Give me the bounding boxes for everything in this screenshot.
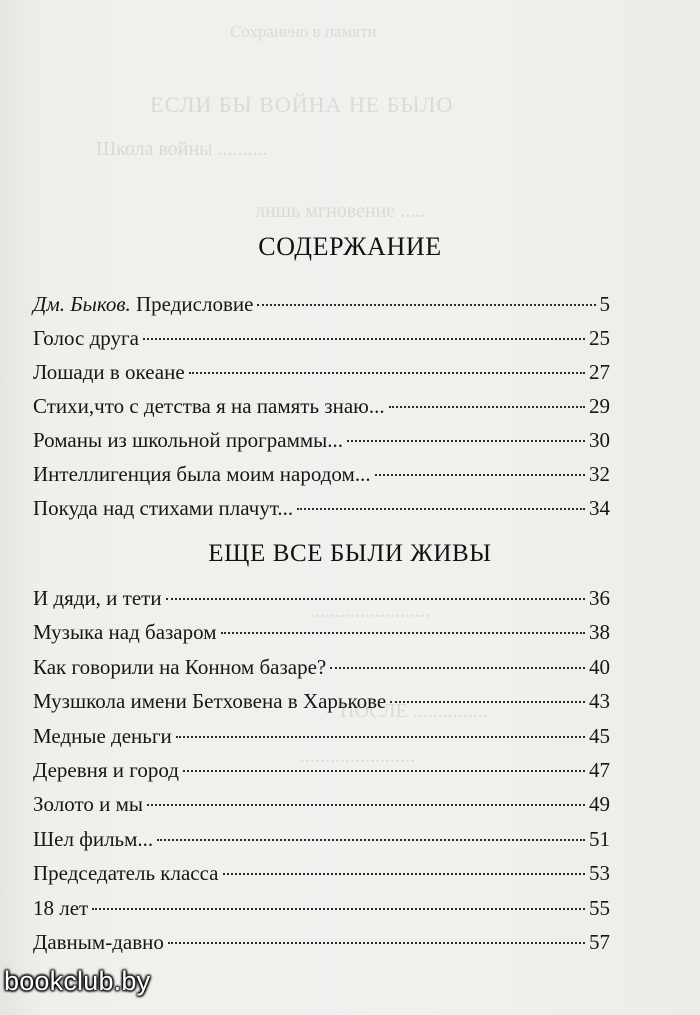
toc-entry-page: 32 [589,462,610,486]
toc-entry-title: Как говорили на Конном базаре? [33,654,327,679]
toc-entry-title: 18 лет [33,895,89,920]
dot-leader [347,440,585,442]
toc-entry-page: 36 [589,586,610,610]
toc-entry-title: Лошади в океане [33,360,185,384]
toc-entry-title: Золото и мы [33,792,143,817]
toc-entry-page: 38 [589,620,610,645]
dot-leader [390,701,585,703]
toc-entry-page: 43 [589,689,610,714]
dot-leader [297,508,585,510]
toc-entry-title: Давным-давно [33,929,164,954]
toc-entry-title: Голос друга [33,326,139,350]
toc-entry-title: Интеллигенция была моим народом... [33,462,371,486]
toc-entry-title: Председатель класса [33,861,219,886]
toc-entry[interactable] [33,615,610,649]
dot-leader [223,873,585,875]
toc-entry[interactable] [33,891,610,925]
dot-leader [189,372,585,374]
toc-entry[interactable] [33,491,610,525]
toc-entry[interactable] [33,457,610,491]
contents-heading: СОДЕРЖАНИЕ [258,232,442,261]
dot-leader [166,598,585,600]
toc-section-two [33,581,610,959]
toc-entry[interactable] [33,321,610,355]
toc-entry-title: Романы из школьной программы... [33,428,344,452]
toc-entry-title: Музыка над базаром [33,620,217,645]
toc-entry[interactable] [33,856,610,890]
dot-leader [168,942,585,944]
toc-entry[interactable] [33,822,610,856]
show-through-text: ........................ [310,600,430,622]
dot-leader [147,804,585,806]
toc-entry-title: Дм. Быков. Предисловие [33,292,254,316]
toc-entry-page: 53 [589,861,610,886]
toc-entry-page: 47 [589,757,610,782]
toc-entry-page: 55 [589,895,610,920]
toc-entry[interactable] [33,925,610,959]
toc-entry-page: 57 [589,929,610,954]
show-through-text: Школа войны .......... [96,138,268,160]
toc-entry-page: 29 [589,394,610,418]
toc-entry[interactable] [33,355,610,389]
toc-entry[interactable] [33,287,610,321]
toc-entry[interactable] [33,684,610,718]
toc-entry[interactable] [33,389,610,423]
toc-entry-title: И дяди, и тети [33,586,162,610]
dot-leader [92,908,585,910]
toc-entry-page: 40 [589,654,610,679]
dot-leader [257,304,595,306]
dot-leader [157,839,585,841]
toc-entry-author: Дм. Быков. [33,292,131,316]
toc-entry-page: 34 [589,496,610,520]
toc-section-one [33,287,610,525]
toc-entry-title: Музшкола имени Бетховена в Харькове [33,689,387,714]
toc-entry-page: 49 [589,792,610,817]
toc-entry[interactable] [33,787,610,821]
dot-leader [183,770,585,772]
toc-entry-title: Деревня и город [33,757,179,782]
show-through-text: ПОСЛЕ ............... [340,700,488,722]
toc-entry[interactable] [33,719,610,753]
toc-entry-page: 30 [589,428,610,452]
toc-entry[interactable] [33,753,610,787]
section-heading: ЕЩЕ ВСЕ БЫЛИ ЖИВЫ [208,540,492,567]
dot-leader [389,406,585,408]
dot-leader [375,474,585,476]
toc-entry-title: Стихи,что с детства я на память знаю... [33,394,385,418]
toc-entry[interactable] [33,423,610,457]
toc-entry-page: 5 [599,292,610,316]
dot-leader [330,667,585,669]
toc-entry-page: 45 [589,723,610,748]
toc-entry-title: Шел фильм... [33,826,154,851]
show-through-text: Сохранено в памяти [230,22,377,41]
dot-leader [176,736,585,738]
toc-entry-page: 51 [589,826,610,851]
toc-entry-page: 25 [589,326,610,350]
show-through-text: ....................... [300,745,415,767]
watermark: bookclub.by [4,966,151,996]
toc-entry[interactable] [33,581,610,615]
toc-entry-title: Медные деньги [33,723,172,748]
toc-entry-page: 27 [589,360,610,384]
show-through-text: ЕСЛИ БЫ ВОЙНА НЕ БЫЛО [150,92,454,117]
show-through-text: лишь мгновение ..... [255,200,426,222]
toc-entry[interactable] [33,650,610,684]
dot-leader [221,632,585,634]
dot-leader [143,338,585,340]
toc-entry-title: Покуда над стихами плачут... [33,496,294,520]
